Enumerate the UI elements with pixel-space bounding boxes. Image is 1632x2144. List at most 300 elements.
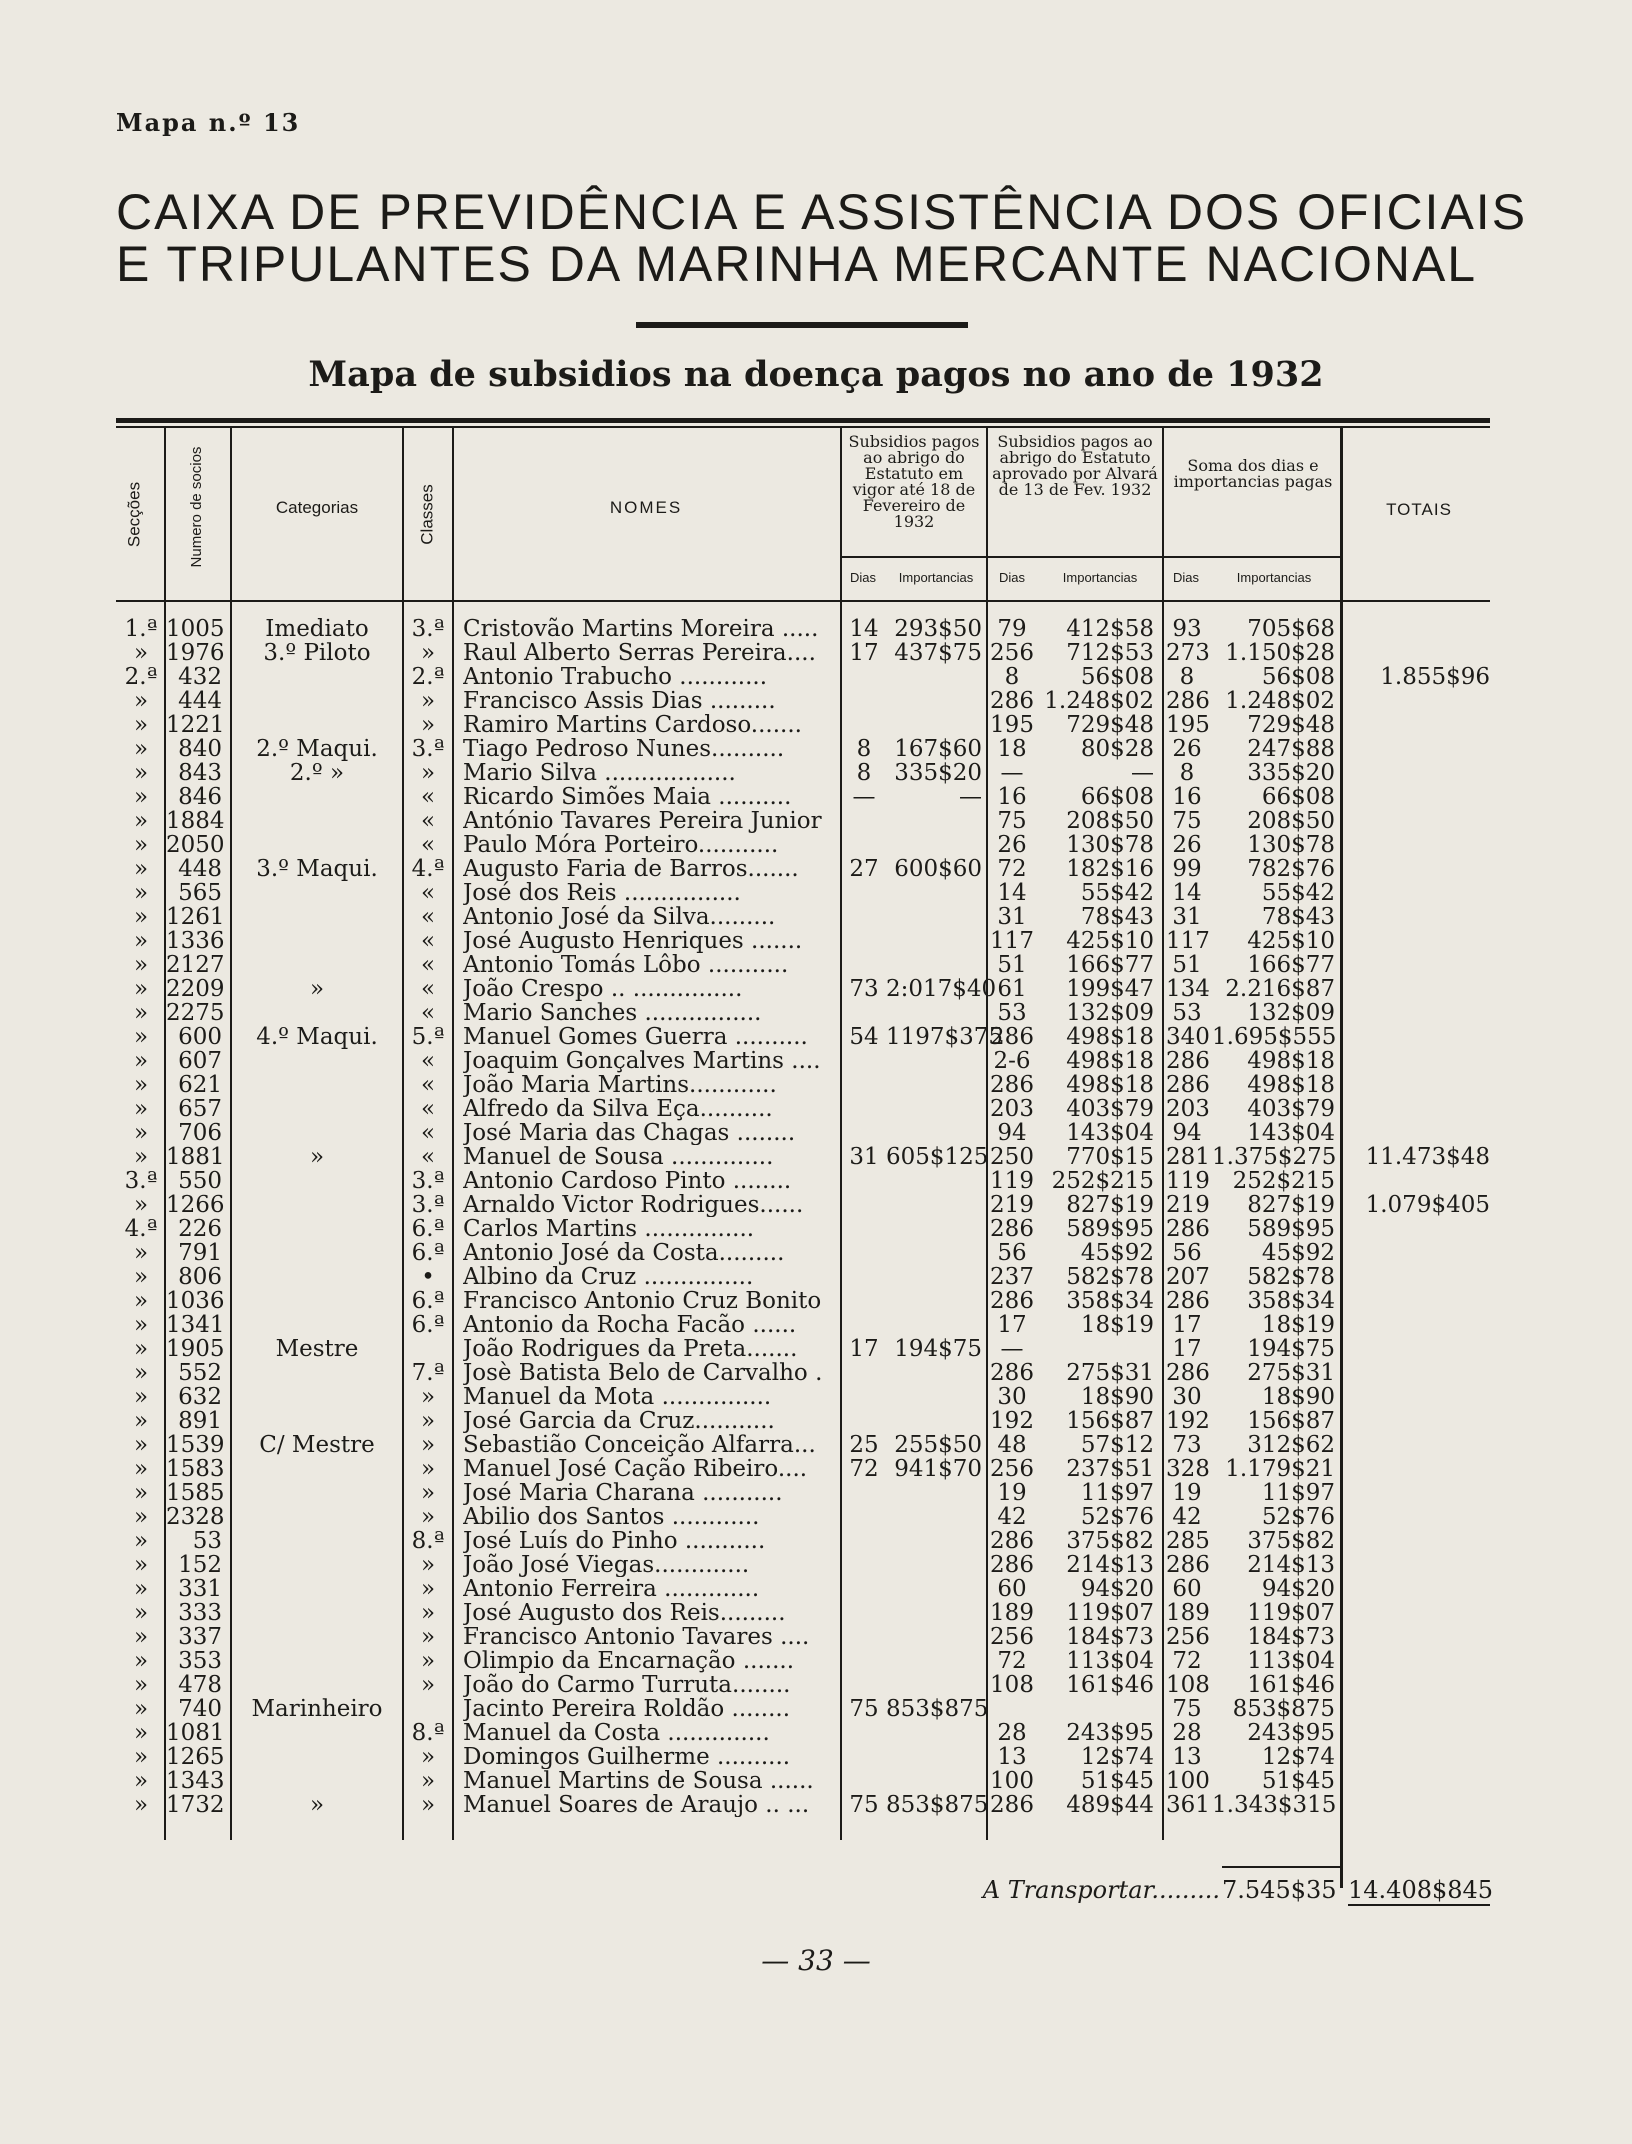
row-dias-2: 75 (997, 808, 1027, 834)
row-importancia-2: 498$18 (1066, 1072, 1154, 1098)
row-seccao: » (133, 1432, 149, 1458)
row-numero-socio: 740 (178, 1696, 222, 1722)
row-importancia-3: 18$90 (1261, 1384, 1335, 1410)
row-dias-2: 189 (990, 1600, 1034, 1626)
row-total: 11.473$48 (1365, 1144, 1490, 1170)
row-dias-1: 75 (849, 1792, 879, 1818)
row-importancia-2: 18$90 (1080, 1384, 1154, 1410)
grand-total: 14.408$845 (1348, 1876, 1494, 1904)
row-importancia-1: 335$20 (894, 760, 982, 786)
row-nome: Cristovão Martins Moreira ..... (463, 617, 819, 641)
row-importancia-1: 1197$375 (886, 1024, 1004, 1050)
row-importancia-3: 78$43 (1261, 904, 1335, 930)
row-nome: Manuel da Costa .............. (463, 1721, 770, 1745)
table-row (0, 1169, 1632, 1193)
row-dias-2: 286 (990, 1024, 1034, 1050)
table-row (0, 953, 1632, 977)
row-numero-socio: 1583 (166, 1456, 225, 1482)
row-importancia-2: 208$50 (1066, 808, 1154, 834)
row-dias-3: 117 (1166, 928, 1210, 954)
row-dias-3: 53 (1172, 1000, 1202, 1026)
row-nome: Alfredo da Silva Eça.......... (463, 1097, 773, 1121)
row-importancia-3: 827$19 (1247, 1192, 1335, 1218)
row-dias-3: 26 (1172, 832, 1202, 858)
row-numero-socio: 552 (178, 1360, 222, 1386)
table-row (0, 857, 1632, 881)
row-dias-3: 28 (1172, 1720, 1202, 1746)
row-numero-socio: 333 (178, 1600, 222, 1626)
table-row (0, 665, 1632, 689)
row-importancia-3: 275$31 (1247, 1360, 1335, 1386)
row-dias-2: 108 (990, 1672, 1034, 1698)
row-dias-3: 73 (1172, 1432, 1202, 1458)
row-classe: « (420, 976, 436, 1002)
table-row (0, 1385, 1632, 1409)
row-numero-socio: 791 (178, 1240, 222, 1266)
page-title-line-2: E TRIPULANTES DA MARINHA MERCANTE NACIONAL (116, 236, 1478, 292)
row-dias-2: 286 (990, 1792, 1034, 1818)
row-classe: « (420, 1144, 436, 1170)
table-subtitle: Mapa de subsidios na doença pagos no ano de 1932 (308, 354, 1324, 395)
row-seccao: » (133, 1384, 149, 1410)
table-row (0, 1313, 1632, 1337)
row-dias-2: — (1000, 1336, 1024, 1362)
row-seccao: » (133, 808, 149, 834)
row-importancia-2: 113$04 (1066, 1648, 1154, 1674)
table-row (0, 1457, 1632, 1481)
row-importancia-3: 208$50 (1247, 808, 1335, 834)
row-importancia-2: 80$28 (1080, 736, 1154, 762)
row-dias-3: 119 (1166, 1168, 1210, 1194)
row-dias-2: 13 (997, 1744, 1027, 1770)
row-nome: João José Viegas............. (463, 1553, 750, 1577)
row-dias-2: 219 (990, 1192, 1034, 1218)
row-classe: 4.ª (411, 856, 445, 882)
row-dias-3: 273 (1166, 640, 1210, 666)
row-dias-3: 26 (1172, 736, 1202, 762)
row-importancia-3: 45$92 (1261, 1240, 1335, 1266)
row-dias-3: 256 (1166, 1624, 1210, 1650)
row-classe: » (420, 688, 436, 714)
row-seccao: » (133, 784, 149, 810)
table-row (0, 1529, 1632, 1553)
table-row (0, 1505, 1632, 1529)
row-dias-3: 285 (1166, 1528, 1210, 1554)
row-categoria: Marinheiro (251, 1696, 383, 1722)
row-dias-2: 286 (990, 1288, 1034, 1314)
row-dias-3: 100 (1166, 1768, 1210, 1794)
row-nome: Antonio José da Costa......... (463, 1241, 785, 1265)
row-importancia-3: 589$95 (1247, 1216, 1335, 1242)
row-numero-socio: 706 (178, 1120, 222, 1146)
header-dias-2: Dias (998, 570, 1025, 585)
row-classe: » (420, 1504, 436, 1530)
row-importancia-2: 582$78 (1066, 1264, 1154, 1290)
transport-value: 7.545$35 (1222, 1876, 1337, 1904)
header-importancias-3: Importancias (1236, 570, 1312, 585)
row-dias-2: 286 (990, 1528, 1034, 1554)
table-row (0, 785, 1632, 809)
row-numero-socio: 152 (178, 1552, 222, 1578)
row-classe: » (420, 1672, 436, 1698)
row-importancia-2: 498$18 (1066, 1048, 1154, 1074)
row-dias-2: 237 (990, 1264, 1034, 1290)
row-dias-2: 51 (997, 952, 1027, 978)
row-seccao: » (133, 832, 149, 858)
row-seccao: » (133, 712, 149, 738)
transport-sum-line (1222, 1866, 1340, 1868)
row-classe: 2.ª (411, 664, 445, 690)
row-categoria: » (309, 1144, 325, 1170)
row-categoria: 2.º Maqui. (256, 736, 378, 762)
row-importancia-2: 12$74 (1080, 1744, 1154, 1770)
row-classe: » (420, 1624, 436, 1650)
row-importancia-2: 119$07 (1066, 1600, 1154, 1626)
row-nome: José Garcia da Cruz........... (463, 1409, 775, 1433)
row-dias-3: 14 (1172, 880, 1202, 906)
row-seccao: » (133, 736, 149, 762)
row-classe: 6.ª (411, 1312, 445, 1338)
row-importancia-3: 1.248$02 (1225, 688, 1335, 714)
row-importancia-3: 11$97 (1261, 1480, 1335, 1506)
table-row (0, 713, 1632, 737)
row-seccao: » (133, 1744, 149, 1770)
row-importancia-3: 12$74 (1261, 1744, 1335, 1770)
row-dias-2: 256 (990, 1624, 1034, 1650)
row-importancia-1: 255$50 (894, 1432, 982, 1458)
row-dias-2: 31 (997, 904, 1027, 930)
row-importancia-1: 2:017$40 (886, 976, 997, 1002)
row-classe: 5.ª (411, 1024, 445, 1050)
row-nome: Manuel José Cação Ribeiro.... (463, 1457, 808, 1481)
row-dias-2: 192 (990, 1408, 1034, 1434)
row-dias-2: 28 (997, 1720, 1027, 1746)
table-row (0, 1337, 1632, 1361)
row-importancia-3: 498$18 (1247, 1048, 1335, 1074)
row-nome: Antonio José da Silva......... (463, 905, 776, 929)
row-importancia-2: 132$09 (1066, 1000, 1154, 1026)
row-dias-1: 73 (849, 976, 879, 1002)
row-classe: » (420, 712, 436, 738)
row-importancia-2: 55$42 (1080, 880, 1154, 906)
row-importancia-2: 94$20 (1080, 1576, 1154, 1602)
table-row (0, 1241, 1632, 1265)
row-nome: João Rodrigues da Preta....... (463, 1337, 798, 1361)
row-nome: Raul Alberto Serras Pereira.... (463, 641, 816, 665)
row-numero-socio: 1905 (166, 1336, 225, 1362)
row-numero-socio: 1036 (166, 1288, 225, 1314)
row-importancia-3: 56$08 (1261, 664, 1335, 690)
row-importancia-3: 247$88 (1247, 736, 1335, 762)
row-classe: 6.ª (411, 1216, 445, 1242)
row-nome: José Maria das Chagas ........ (463, 1121, 796, 1145)
row-importancia-3: 335$20 (1247, 760, 1335, 786)
header-dias-3: Dias (1172, 570, 1199, 585)
row-nome: Antonio Trabucho ............ (463, 665, 768, 689)
row-total: 1.079$405 (1365, 1192, 1490, 1218)
row-importancia-3: 705$68 (1247, 616, 1335, 642)
table-row (0, 1649, 1632, 1673)
row-dias-3: 72 (1172, 1648, 1202, 1674)
row-importancia-3: 1.375$275 (1212, 1144, 1337, 1170)
row-nome: Abilio dos Santos ............ (463, 1505, 760, 1529)
row-classe: « (420, 1120, 436, 1146)
row-numero-socio: 2127 (166, 952, 225, 978)
table-row (0, 1601, 1632, 1625)
row-dias-2: 72 (997, 856, 1027, 882)
header-importancias-2: Importancias (1062, 570, 1138, 585)
row-importancia-1: — (959, 784, 982, 810)
row-dias-3: 286 (1166, 1360, 1210, 1386)
header-group-1: Subsidios pagos ao abrigo do Estatuto em vigor até 18 de Fevereiro de 1932 (848, 432, 980, 531)
row-numero-socio: 657 (178, 1096, 222, 1122)
table-row (0, 689, 1632, 713)
header-group-3: Soma dos dias e importancias pagas (1173, 456, 1333, 491)
row-importancia-3: 1.343$315 (1212, 1792, 1337, 1818)
table-row (0, 1553, 1632, 1577)
row-dias-3: 42 (1172, 1504, 1202, 1530)
row-classe: « (420, 1096, 436, 1122)
row-importancia-3: 729$48 (1247, 712, 1335, 738)
table-row (0, 737, 1632, 761)
row-importancia-3: 51$45 (1261, 1768, 1335, 1794)
row-importancia-2: 199$47 (1066, 976, 1154, 1002)
row-importancia-2: 56$08 (1080, 664, 1154, 690)
row-dias-3: 195 (1166, 712, 1210, 738)
transport-label: A Transportar......... (982, 1876, 1220, 1904)
row-nome: Jacinto Pereira Roldão ........ (463, 1697, 791, 1721)
row-dias-2: 42 (997, 1504, 1027, 1530)
row-importancia-2: 1.248$02 (1044, 688, 1154, 714)
row-numero-socio: 600 (178, 1024, 222, 1050)
row-seccao: » (133, 1600, 149, 1626)
row-seccao: » (133, 1552, 149, 1578)
table-row (0, 1409, 1632, 1433)
row-numero-socio: 444 (178, 688, 222, 714)
row-seccao: » (133, 1000, 149, 1026)
table-row (0, 1025, 1632, 1049)
table-row (0, 1289, 1632, 1313)
row-classe: « (420, 904, 436, 930)
row-dias-2: 119 (990, 1168, 1034, 1194)
table-row (0, 809, 1632, 833)
row-importancia-3: 582$78 (1247, 1264, 1335, 1290)
table-row (0, 1697, 1632, 1721)
row-classe: » (420, 1768, 436, 1794)
row-importancia-3: 243$95 (1247, 1720, 1335, 1746)
row-seccao: » (133, 1096, 149, 1122)
row-importancia-1: 600$60 (894, 856, 982, 882)
row-nome: José Augusto dos Reis......... (463, 1601, 786, 1625)
table-top-rule-thin (116, 426, 1490, 428)
row-importancia-3: 1.695$555 (1212, 1024, 1337, 1050)
row-seccao: » (133, 1672, 149, 1698)
row-dias-1: 17 (849, 640, 879, 666)
row-importancia-3: 55$42 (1261, 880, 1335, 906)
row-classe: » (420, 1552, 436, 1578)
row-dias-3: 286 (1166, 1216, 1210, 1242)
table-row (0, 1673, 1632, 1697)
row-nome: António Tavares Pereira Junior (463, 809, 822, 833)
row-nome: Antonio da Rocha Facão ...... (463, 1313, 797, 1337)
row-dias-2: 94 (997, 1120, 1027, 1146)
row-dias-2: 61 (997, 976, 1027, 1002)
row-dias-2: 56 (997, 1240, 1027, 1266)
table-row (0, 761, 1632, 785)
row-classe: » (420, 1576, 436, 1602)
row-categoria: » (309, 1792, 325, 1818)
row-numero-socio: 353 (178, 1648, 222, 1674)
table-row (0, 1097, 1632, 1121)
row-importancia-3: 214$13 (1247, 1552, 1335, 1578)
row-numero-socio: 448 (178, 856, 222, 882)
row-seccao: » (133, 1144, 149, 1170)
row-classe: • (421, 1264, 435, 1290)
total-underline (1348, 1904, 1490, 1906)
row-importancia-3: 312$62 (1247, 1432, 1335, 1458)
row-classe: « (420, 808, 436, 834)
row-dias-2: 53 (997, 1000, 1027, 1026)
row-importancia-3: 2.216$87 (1225, 976, 1335, 1002)
table-row (0, 1481, 1632, 1505)
row-dias-2: 14 (997, 880, 1027, 906)
row-dias-2: 286 (990, 1360, 1034, 1386)
row-classe: « (420, 880, 436, 906)
row-seccao: » (133, 1240, 149, 1266)
row-seccao: » (133, 1648, 149, 1674)
row-numero-socio: 891 (178, 1408, 222, 1434)
row-classe: » (420, 1792, 436, 1818)
row-numero-socio: 1265 (166, 1744, 225, 1770)
table-row (0, 1721, 1632, 1745)
row-importancia-2: 770$15 (1066, 1144, 1154, 1170)
row-seccao: » (133, 1192, 149, 1218)
row-seccao: » (133, 928, 149, 954)
row-seccao: » (133, 904, 149, 930)
row-dias-3: 60 (1172, 1576, 1202, 1602)
row-dias-2: 79 (997, 616, 1027, 642)
row-dias-3: 56 (1172, 1240, 1202, 1266)
table-row (0, 1217, 1632, 1241)
row-classe: » (420, 1384, 436, 1410)
row-seccao: » (133, 1024, 149, 1050)
row-numero-socio: 432 (178, 664, 222, 690)
row-numero-socio: 565 (178, 880, 222, 906)
row-dias-3: 75 (1172, 808, 1202, 834)
row-categoria: Imediato (265, 616, 369, 642)
table-row (0, 1793, 1632, 1817)
row-importancia-2: 375$82 (1066, 1528, 1154, 1554)
row-dias-3: 286 (1166, 1048, 1210, 1074)
row-numero-socio: 1884 (166, 808, 225, 834)
row-importancia-1: 167$60 (894, 736, 982, 762)
row-classe: « (420, 832, 436, 858)
row-importancia-3: 94$20 (1261, 1576, 1335, 1602)
row-seccao: » (133, 1288, 149, 1314)
row-dias-2: 60 (997, 1576, 1027, 1602)
row-classe: » (420, 1456, 436, 1482)
row-nome: Sebastião Conceição Alfarra... (463, 1433, 816, 1457)
row-importancia-2: 66$08 (1080, 784, 1154, 810)
row-importancia-2: 489$44 (1066, 1792, 1154, 1818)
row-dias-2: 48 (997, 1432, 1027, 1458)
row-dias-1: 17 (849, 1336, 879, 1362)
row-dias-3: 203 (1166, 1096, 1210, 1122)
row-nome: Ricardo Simões Maia .......... (463, 785, 792, 809)
row-classe: 3.ª (411, 736, 445, 762)
table-row (0, 1577, 1632, 1601)
row-classe: » (420, 760, 436, 786)
row-importancia-3: 143$04 (1247, 1120, 1335, 1146)
row-seccao: » (133, 1528, 149, 1554)
row-dias-2: 286 (990, 688, 1034, 714)
row-dias-3: 361 (1166, 1792, 1210, 1818)
row-importancia-3: 156$87 (1247, 1408, 1335, 1434)
row-seccao: » (133, 1720, 149, 1746)
row-importancia-2: 243$95 (1066, 1720, 1154, 1746)
row-importancia-2: 52$76 (1080, 1504, 1154, 1530)
row-seccao: » (133, 640, 149, 666)
row-seccao: » (133, 1456, 149, 1482)
row-nome: Antonio Cardoso Pinto ........ (463, 1169, 792, 1193)
row-dias-1: 27 (849, 856, 879, 882)
row-dias-2: 8 (1004, 664, 1020, 690)
row-classe: 7.ª (411, 1360, 445, 1386)
table-row (0, 1745, 1632, 1769)
row-nome: João do Carmo Turruta........ (463, 1673, 791, 1697)
row-seccao: 2.ª (124, 664, 158, 690)
row-importancia-3: 375$82 (1247, 1528, 1335, 1554)
row-importancia-2: 182$16 (1066, 856, 1154, 882)
table-row (0, 833, 1632, 857)
row-dias-2: — (1000, 760, 1024, 786)
row-importancia-1: 437$75 (894, 640, 982, 666)
row-importancia-3: 161$46 (1247, 1672, 1335, 1698)
row-numero-socio: 806 (178, 1264, 222, 1290)
row-numero-socio: 1081 (166, 1720, 225, 1746)
row-importancia-1: 853$875 (886, 1696, 989, 1722)
row-importancia-3: 18$19 (1261, 1312, 1335, 1338)
row-classe: 6.ª (411, 1288, 445, 1314)
row-importancia-3: 113$04 (1247, 1648, 1335, 1674)
row-dias-1: 14 (849, 616, 879, 642)
title-divider (636, 322, 968, 328)
row-dias-1: 54 (849, 1024, 879, 1050)
row-seccao: » (133, 1336, 149, 1362)
row-seccao: » (133, 1408, 149, 1434)
row-importancia-2: 57$12 (1080, 1432, 1154, 1458)
row-dias-2: 30 (997, 1384, 1027, 1410)
row-dias-2: 16 (997, 784, 1027, 810)
row-dias-3: 99 (1172, 856, 1202, 882)
row-dias-2: 2-6 (993, 1048, 1031, 1074)
row-categoria: Mestre (275, 1336, 359, 1362)
row-numero-socio: 843 (178, 760, 222, 786)
row-classe: « (420, 1000, 436, 1026)
page-number: — 33 — (761, 1944, 871, 1977)
row-importancia-3: 184$73 (1247, 1624, 1335, 1650)
header-nomes: NOMES (609, 498, 683, 517)
row-dias-2: 100 (990, 1768, 1034, 1794)
table-row (0, 905, 1632, 929)
row-nome: Manuel de Sousa .............. (463, 1145, 774, 1169)
row-numero-socio: 1261 (166, 904, 225, 930)
header-group-2: Subsidios pagos ao abrigo do Estatuto aprovado por Alvará de 13 de Fev. 1932 (992, 432, 1158, 499)
row-dias-3: 19 (1172, 1480, 1202, 1506)
row-nome: Manuel Martins de Sousa ...... (463, 1769, 814, 1793)
row-importancia-1: 941$70 (894, 1456, 982, 1482)
row-categoria: 3.º Piloto (263, 640, 371, 666)
